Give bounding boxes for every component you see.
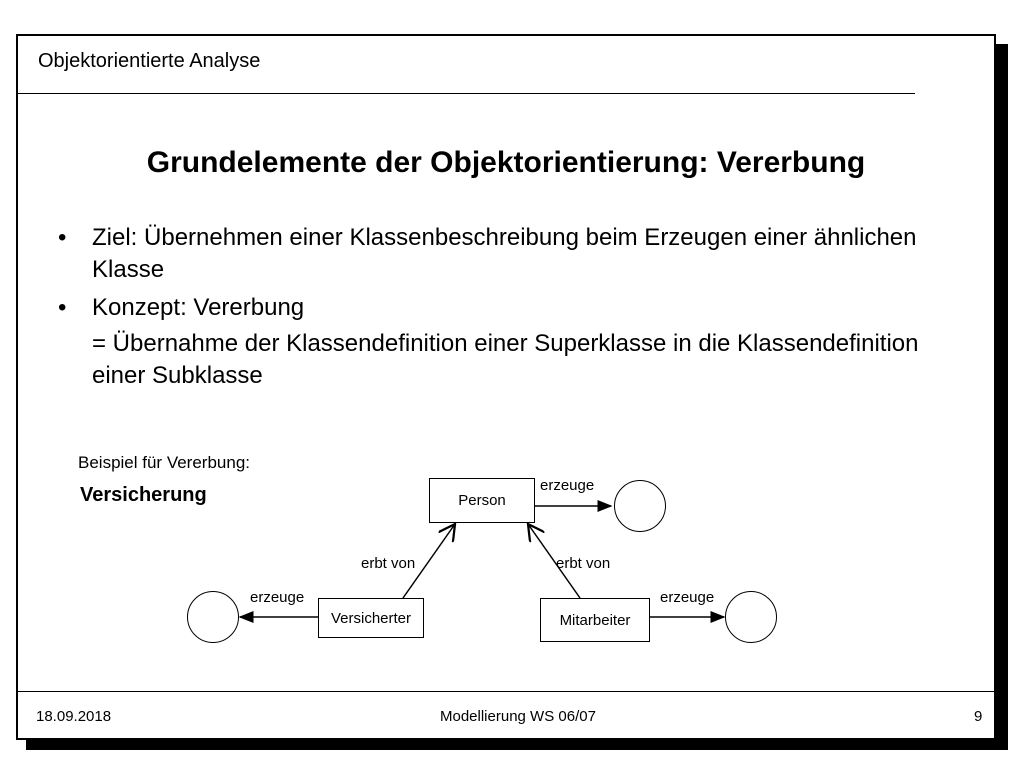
footer-date: 18.09.2018	[36, 708, 112, 725]
bullet-dot: •	[58, 294, 67, 321]
example-name: Versicherung	[80, 484, 207, 506]
object-mitarbeiter	[725, 591, 777, 643]
slide-title: Grundelemente der Objektorientierung: Vererbung	[146, 146, 866, 179]
label-erbt-von-right: erbt von	[556, 555, 611, 572]
definition-text: = Übernahme der Klassendefinition einer Superklasse in die Klassendefinition einer Subklasse	[92, 330, 919, 389]
label-erzeuge-person: erzeuge	[540, 477, 595, 494]
example-caption: Beispiel für Vererbung:	[78, 453, 250, 472]
class-versicherter: Versicherter	[318, 598, 424, 638]
object-versicherter	[187, 591, 239, 643]
label-erzeuge-mitarbeiter: erzeuge	[660, 589, 715, 606]
footer-course: Modellierung WS 06/07	[440, 708, 596, 725]
footer-divider	[18, 691, 994, 692]
class-person: Person	[429, 478, 535, 523]
label-erzeuge-versicherter: erzeuge	[250, 589, 305, 606]
label-erbt-von-left: erbt von	[361, 555, 416, 572]
inheritance-diagram	[18, 36, 994, 686]
footer-page-number: 9	[974, 708, 983, 725]
bullet-dot: •	[58, 224, 67, 251]
bullet-goal-text: Ziel: Übernehmen einer Klassenbeschreibung beim Erzeugen einer ähnlichen Klasse	[92, 224, 917, 283]
class-mitarbeiter: Mitarbeiter	[540, 598, 650, 642]
slide	[16, 34, 996, 740]
bullet-concept-text: Konzept: Vererbung	[92, 294, 305, 321]
header-title: Objektorientierte Analyse	[38, 50, 261, 72]
object-person	[614, 480, 666, 532]
